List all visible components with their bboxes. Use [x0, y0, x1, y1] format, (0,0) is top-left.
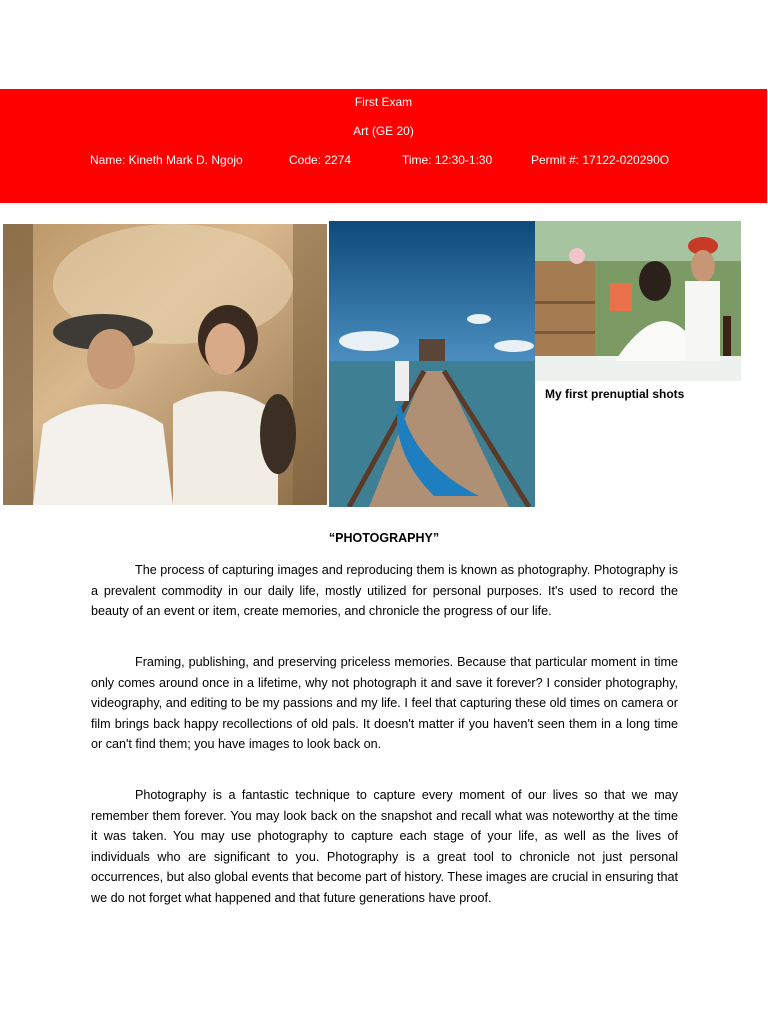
exam-code: Code: 2274 — [289, 153, 352, 167]
student-name: Name: Kineth Mark D. Ngojo — [90, 153, 243, 167]
permit-number: Permit #: 17122-020290O — [531, 153, 670, 167]
essay-title: “PHOTOGRAPHY” — [328, 531, 440, 545]
prenup-photo-pier — [329, 221, 535, 507]
essay-paragraph-1: The process of capturing images and reproducing them is known as photography. Photography is a prevalent commodity in our daily life, mostly utilized for personal purposes. It's used to record the beauty of an event or item, create memories, and chronicle the progress of our life. — [91, 563, 678, 618]
exam-title: First Exam — [354, 95, 413, 109]
essay-paragraph-2: Framing, publishing, and preserving priceless memories. Because that particular moment in time only comes around once in a lifetime, why not photograph it and save it forever? I consider photography, videography, and editing to be my passions and my life. I feel that capturing these old times on camera or film brings back happy recollections of old pals. It doesn't matter if you haven't seen them in a long time or can't find them; you have images to look back on. — [91, 655, 678, 751]
exam-header — [0, 89, 767, 203]
prenup-photo-picnic — [535, 221, 741, 381]
photo-caption: My first prenuptial shots — [545, 387, 685, 401]
course-title: Art (GE 20) — [353, 124, 414, 138]
essay-paragraph-3: Photography is a fantastic technique to capture every moment of our lives so that we may remember them forever. You may look back on the snapshot and recall what was noteworthy at the time it was taken. You may use photography to capture each stage of your life, as well as the lives of individuals who are significant to you. Photography is a great tool to chronicle not just personal occurrences, but also global events that become part of history. These images are crucial in ensuring that we do not forget what happened and that future generations have proof. — [91, 788, 678, 905]
prenup-photo-forest — [3, 224, 327, 505]
exam-time: Time: 12:30-1:30 — [402, 153, 493, 167]
